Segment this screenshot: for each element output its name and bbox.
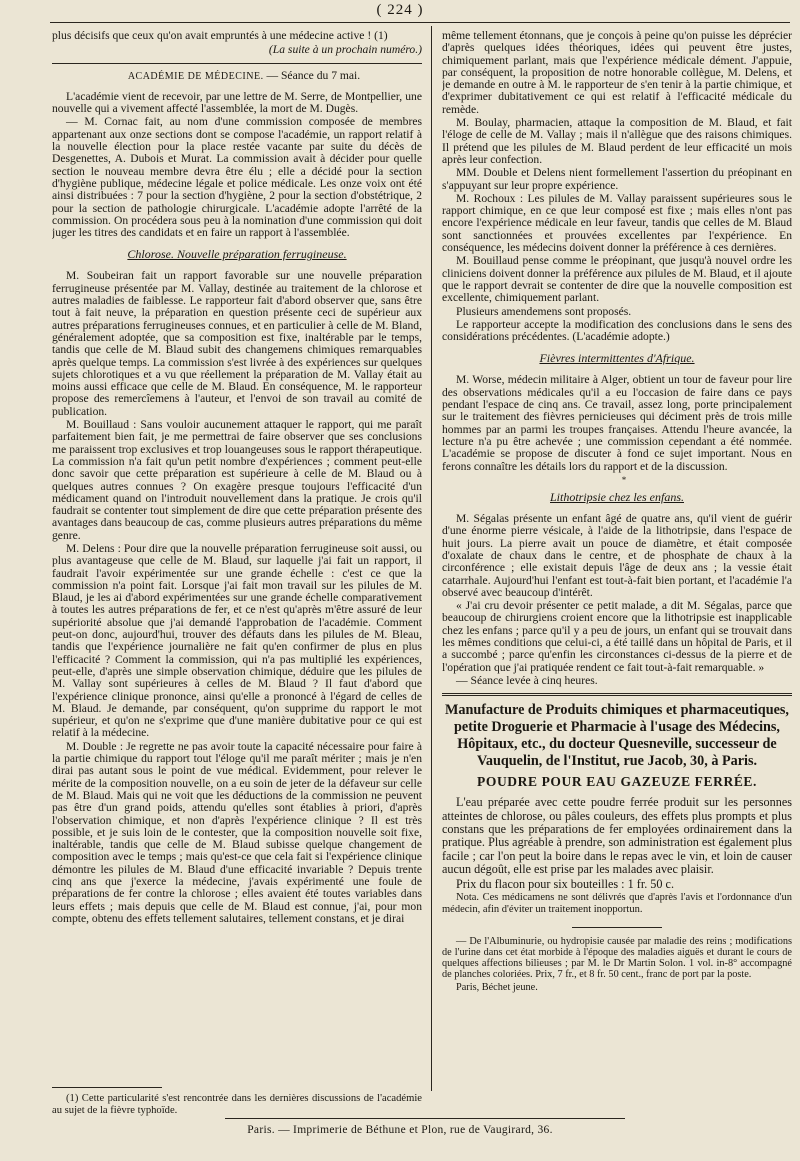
lithotripsie-heading: Lithotripsie chez les enfans. bbox=[550, 490, 684, 505]
page-number: ( 224 ) bbox=[376, 2, 424, 18]
paragraph-intro: plus décisifs que ceux qu'on avait empruntés à une médecine active ! (1) bbox=[52, 30, 388, 42]
ornament-star: * bbox=[621, 474, 627, 485]
paragraph-seance-levee: — Séance levée à cinq heures. bbox=[456, 673, 598, 687]
fievres-heading: Fièvres intermittentes d'Afrique. bbox=[539, 351, 695, 366]
bottom-rule bbox=[225, 1118, 625, 1119]
paragraph-bouillaud-2: M. Bouillaud pense comme le préopinant, que jusqu'à nouvel ordre les cliniciens doivent donner la préférence aux pilules de M. Blaud, et il ajoute que le rapport devrait se contenter de dire que la nouvelle composition est excellente, chimiquement parlant. bbox=[442, 254, 792, 305]
footnote-rule bbox=[52, 1087, 162, 1088]
academy-session: — Séance du 7 mai. bbox=[263, 68, 361, 82]
advert-body: L'eau préparée avec cette poudre ferrée produit sur les personnes atteintes de chlorose, ou pâles couleurs, des effets plus prompts et plus constans que les préparations de fer employées ordinairement dans la pratique. Plus agréable à prendre, son administration est également plus facile ; car l'on peut la boire dans le repas avec le vin, et loin de causer aucun dégoût, elle est prise par les malades avec plaisir. bbox=[442, 795, 792, 877]
left-column bbox=[52, 30, 422, 1091]
paragraph-double: M. Double : Je regrette ne pas avoir toute la capacité nécessaire pour faire à la partie chimique du rapport tout l'éloge qu'il me paraît mériter ; mais je n'en dirai pas autant sous le point de vue médical. Evidemment, pour relever le mérite de la composition nouvelle, on a eu soin de jeter de la défaveur sur celle de M. Blaud. Mais qui ne voit que les déductions de la commission ne peuvent pas être d'un grand poids, attendu qu'elles sont établies à priori, d'après l'observation chimique, et non d'après l'expérience clinique ? Il est très possible, et je suis loin de le contester, que la composition nouvelle soit fixe, inaltérable, tandis que celle de M. Blaud subisse quelque changement de composition avec le temps ; mais qu'est-ce que cela fait si l'expérience clinique démontre les pilules de M. Blaud d'une efficacité invariable ? Depuis trente cinq ans que j'exerce la médecine, j'avais expérimenté une foule de préparations de fer contre la chlorose ; elles avaient été toutes variables dans leurs effets ; mais depuis que celle de M. Blaud est connue, j'ai, pour mon compte, obtenu des effets tellement salutaires, tellement constans, et je dirai bbox=[52, 739, 422, 925]
chlorose-heading: Chlorose. Nouvelle préparation ferrugineuse. bbox=[127, 247, 347, 262]
paragraph-delens: M. Delens : Pour dire que la nouvelle préparation ferrugineuse soit aussi, ou plus avantageuse que celle de M. Blaud, sur laquelle j'ai fait un rapport, il faudrait l'avoir expérimentée sur une grande échelle : c'est ce que la commission n'a point fait. Lorsque j'ai fait mon travail sur les pilules de M. Blaud, je les ai d'abord expérimentées sur une grande échelle comparativement à toutes les autres préparations de fer, et ce n'est qu'après m'être assuré de leur supériorité absolue que j'ai demandé l'approbation de l'académie. Comment peut-on donc, aujourd'hui, trouver des défauts dans les pilules de M. Bleau, tandis que l'expérience journalière ne fait qu'en confirmer de plus en plus l'efficacité ? Comment la commission, qui n'a pas multiplié les expériences, peut-elle, d'après une simple observation chimique, déduire que les pilules de M. Vallay sont supérieures à celles de M. Blaud ? Il faut d'abord que l'expérience clinique prononce, ainsi qu'elle a prononcé à l'égard de celles de M. Blaud. Je demande, par conséquent, qu'on supprime du rapport le mot supérieur, et qu'on ne s'exprime que d'une manière dubitative pour ce qui est relatif à la médecine. bbox=[52, 541, 422, 740]
footnote: (1) Cette particularité s'est rencontrée dans les dernières discussions de l'académie au sujet de la fièvre typhoïde. bbox=[52, 1093, 422, 1116]
paragraph-rapporteur: Le rapporteur accepte la modification des conclusions dans le sens des considérations précédentes. (L'académie adopte.) bbox=[442, 317, 792, 344]
advert-product: POUDRE POUR EAU GAZEUZE FERRÉE. bbox=[477, 774, 757, 790]
paragraph-rochoux: M. Rochoux : Les pilules de M. Vallay paraissent supérieures sous le rapport chimique, en ce que leur composé est fixe ; mais elles n'ont pas encore l'expérience médicale en leur faveur, tandis que celles de M. Blaud sont sanctionnées et prouvées excellentes par l'expérience. En conséquence, les médecins doivent donner la préférence à ces dernières. bbox=[442, 191, 792, 255]
top-rule bbox=[50, 22, 790, 23]
continuation-note: (La suite à un prochain numéro.) bbox=[268, 43, 422, 57]
advert-price: Prix du flacon pour six bouteilles : 1 fr. 50 c. bbox=[456, 876, 674, 891]
academy-label: ACADÉMIE DE MÉDECINE. bbox=[127, 70, 264, 82]
paragraph-continued: même tellement étonnans, que je conçois à peine qu'on puisse les déprécier d'après quelques idées théoriques, idées qui peuvent être justes, chimiquement parlant, mais que l'expérience médicale dément. J'appuie, par conséquent, la proposition de notre honorable collègue, M. Delens, et je demande en outre à M. le rapporteur de s'en tenir à la partie chimique, et d'exprimer dubitativement ce qui est relatif à l'efficacité médicale du remède. bbox=[442, 30, 792, 116]
paragraph-worse: M. Worse, médecin militaire à Alger, obtient un tour de faveur pour lire des observations médicales qu'il a eu l'occasion de faire dans ce pays pendant l'espace de cinq ans. Ce travail, assez long, porte principalement sur le traitement des fièvres pernicieuses qui déciment près de trois mille hommes par an parmi les troupes françaises. Attendu l'heure avancée, la lecture n'a pu être achevée ; une commission cependant a été nommée. L'académie se propose de discuter à fond ce sujet important. Nous en ferons connaître les détails lors du rapport et de la discussion. bbox=[442, 373, 792, 473]
paragraph-bouillaud: M. Bouillaud : Sans vouloir aucunement attaquer le rapport, qui me paraît parfaitement bien fait, je me permettrai de faire observer que ses conclusions me paraissent trop exclusives et trop louangeuses sous le rapport thérapeutique. La commission n'a fait qu'un petit nombre d'expériences ; comment peut-elle donc savoir que cette préparation est supérieure à celle de M. Blaud ou à quelques autres connues ? On exagère presque toujours l'efficacité d'un médicament quand on l'introduit nouvellement dans la pratique. Je crois qu'il faudrait se contenter tout simplement de dire que cette préparation présente des avantages dans beaucoup de cas, comme plusieurs autres préparations du même genre. bbox=[52, 418, 422, 542]
academy-heading bbox=[52, 70, 422, 83]
advert-rule bbox=[442, 693, 792, 696]
paragraph-letter: L'académie vient de recevoir, par une lettre de M. Serre, de Montpellier, une nouvelle qui a vivement affecté l'assemblée, la mort de M. Dugès. bbox=[52, 89, 422, 116]
paragraph-amendements: Plusieurs amendemens sont proposés. bbox=[456, 304, 632, 318]
section-rule bbox=[52, 63, 422, 64]
advert-nota: Nota. Ces médicamens ne sont délivrés que d'après l'avis et l'ordonnance d'un médecin, afin d'éviter un traitement inopportun. bbox=[442, 892, 792, 916]
albuminurie-notice: — De l'Albuminurie, ou hydropisie causée par maladie des reins ; modifications de l'urine dans cet état morbide à l'époque des maladies aiguës et durant le cours de quelques affections bilieuses ; par M. le Dr Martin Solon. 1 vol. in-8° accompagné de planches coloriées. Prix, 7 fr., et 8 fr. 50 cent., franc de port par la poste. bbox=[442, 935, 792, 981]
paragraph-quote: « J'ai cru devoir présenter ce petit malade, a dit M. Ségalas, parce que beaucoup de chirurgiens croient encore que la lithotripsie est inapplicable chez les enfans ; parce qu'il y a peu de jours, un enfant qui se trouvait dans les mêmes conditions que celui-ci, a été taillé dans un hôpital de Paris, et il a succombé ; parce qu'enfin les circonstances ci-dessus de la pierre et de l'opération que j'ai pratiquée rendent ce fait tout-à-fait remarquable. » bbox=[442, 599, 792, 674]
publisher-line: Paris, Béchet jeune. bbox=[456, 981, 538, 993]
right-column bbox=[442, 30, 792, 1091]
short-rule bbox=[572, 927, 662, 928]
paragraph-boulay: M. Boulay, pharmacien, attaque la composition de M. Blaud, et fait l'éloge de celle de M. Vallay ; mais il n'allègue que des raisons chimiques. Il prétend que les pilules de M. Blaud perdent de leur efficacité un mois après leur confection. bbox=[442, 116, 792, 166]
advert-title: Manufacture de Produits chimiques et pharmaceutiques, petite Droguerie et Pharmacie à l'usage des Médecins, Hôpitaux, etc., du docteur Quesneville, successeur de Vauquelin, de l'Institut, rue Jacob, 30, à Paris. bbox=[445, 702, 789, 770]
paragraph-soubeiran: M. Soubeiran fait un rapport favorable sur une nouvelle préparation ferrugineuse présentée par M. Vallay, destinée au traitement de la chlorose et autres maladies de faiblesse. Le rapporteur fait d'abord observer que, sans être tout à fait neuve, la préparation en question présente ceci de supérieur aux autres préparations ferrugineuses connues, et en particulier à celle de M. Bland, généralement adoptée, que sa composition est fixe, inaltérable par le temps, tandis que celle de M. Blaud subit des changemens chimiques remarquables après quelque temps. La commission s'est livrée à des expériences sur quelques sujets chlorotiques et a vu que réellement la préparation de M. Vallay était au moins aussi efficace que celle de M. Blaud. En conséquence, M. le rapporteur propose des remercîemens à l'auteur, et l'envoi de son travail au comité de publication. bbox=[52, 269, 422, 418]
imprint: Paris. — Imprimerie de Béthune et Plon, rue de Vaugirard, 36. bbox=[247, 1124, 553, 1136]
paragraph-double-delens: MM. Double et Delens nient formellement l'assertion du préopinant en s'appuyant sur leur propre expérience. bbox=[442, 166, 792, 192]
column-divider bbox=[431, 26, 432, 1091]
paragraph-segalas: M. Ségalas présente un enfant âgé de quatre ans, qu'il vient de guérir d'une énorme pierre vésicale, à l'aide de la lithotripsie, dans l'espace de huit jours. La pierre avait un pouce de diamètre, et était composée d'oxalate de chaux dans le centre, et de phosphate de chaux à la circonférence ; elle existait depuis l'âge de deux ans ; la vessie était catarrhale. Aujourd'hui l'enfant est tout-à-fait bien portant, et l'académie l'a observé avec beaucoup d'intérêt. bbox=[442, 512, 792, 599]
paragraph-cornac: — M. Cornac fait, au nom d'une commission composée de membres appartenant aux onze sections dont se compose l'académie, un rapport relatif à la nouvelle élection pour la place restée vacante par suite du décès de Desgenettes, A. Dubois et Murat. La commission avait à décider pour quelle section le nouveau membre devra être élu ; elle a décidé pour la section d'hygiène publique, médecine légale et police médicale. Les onze voix ont été ainsi distribuées : 7 pour la section d'hygiène, 2 pour la section d'obstétrique, 2 pour la section de pathologie chirurgicale. L'académie adopte l'arrêté de la commission. On procédera sous peu à la nomination d'une commission qui doit juger les titres des candidats et en faire un rapport à l'assemblée. bbox=[52, 115, 422, 240]
